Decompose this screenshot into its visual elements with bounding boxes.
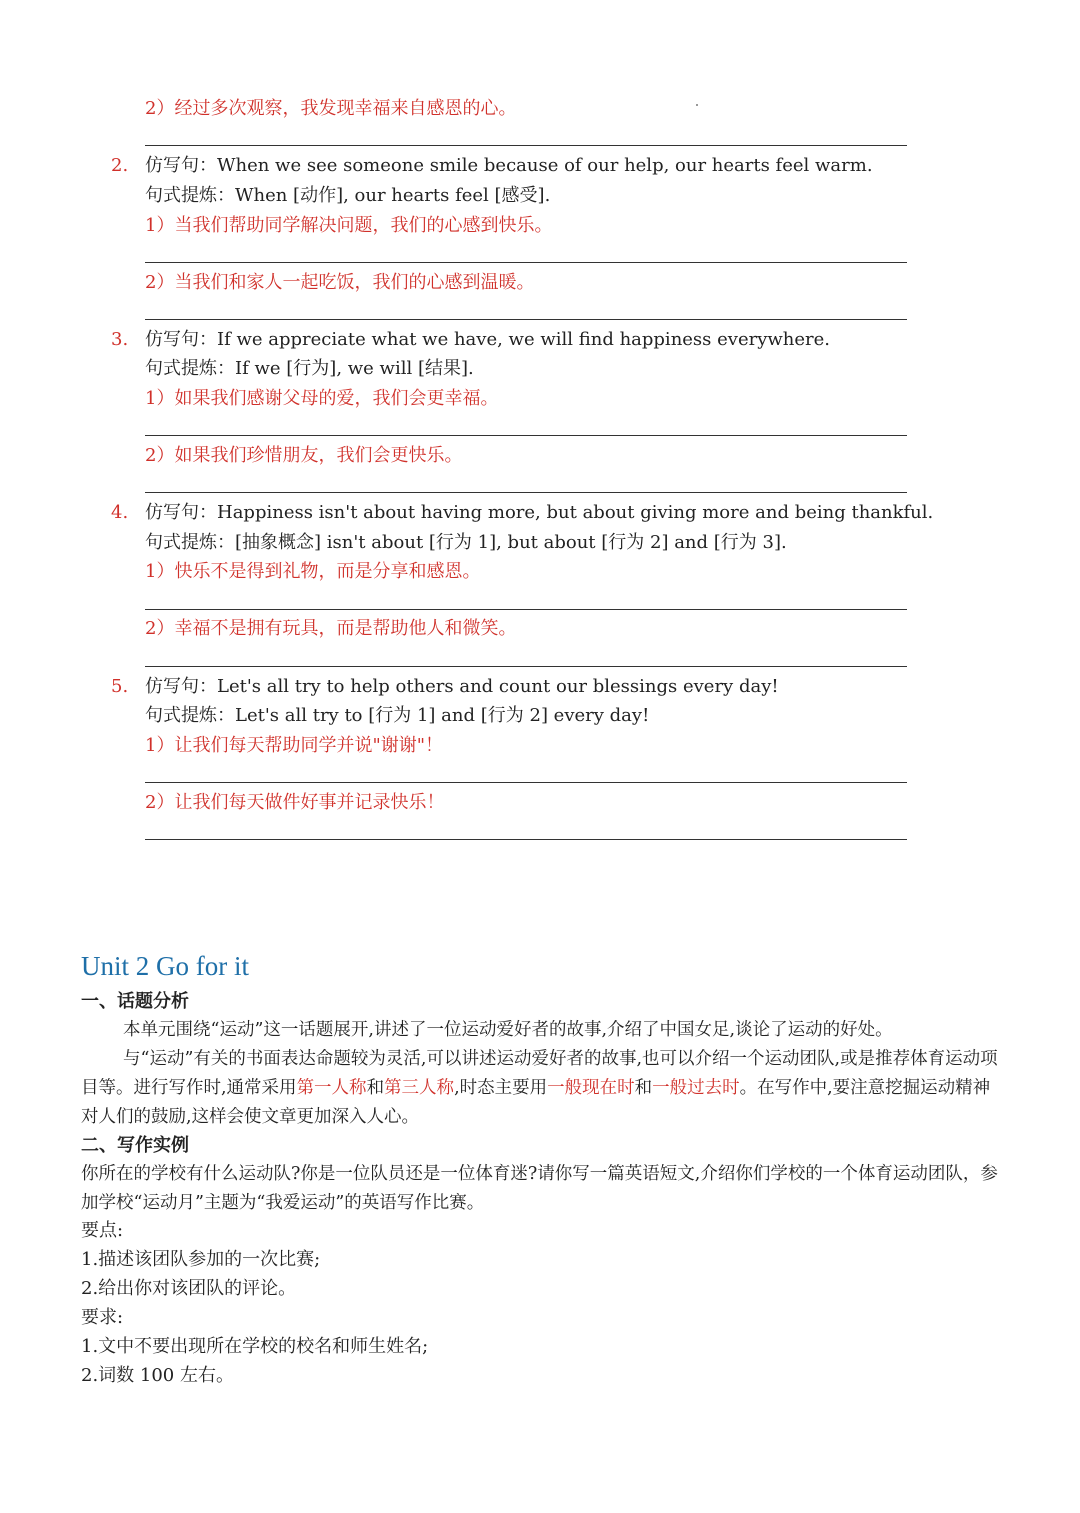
requirements-label: 要求: bbox=[81, 1307, 124, 1328]
ex1-item2: 2）经过多次观察，我发现幸福来自感恩的心。 bbox=[145, 98, 517, 119]
highlight-third-person: 第三人称 bbox=[384, 1078, 455, 1098]
ex4-item2: 2）幸福不是拥有玩具，而是帮助他人和微笑。 bbox=[145, 618, 517, 639]
ex2-item2: 2）当我们和家人一起吃饭，我们的心感到温暖。 bbox=[145, 272, 535, 293]
point-2: 2.给出你对该团队的评论。 bbox=[81, 1278, 297, 1299]
ex4-item1: 1）快乐不是得到礼物，而是分享和感恩。 bbox=[145, 561, 481, 582]
section1-heading: 一、话题分析 bbox=[81, 991, 189, 1012]
ex5-item2: 2）让我们每天做件好事并记录快乐！ bbox=[145, 792, 445, 813]
highlight-present-tense: 一般现在时 bbox=[547, 1078, 635, 1098]
answer-line bbox=[145, 839, 907, 840]
ex3-item2: 2）如果我们珍惜朋友，我们会更快乐。 bbox=[145, 445, 463, 466]
ex2-number: 2. bbox=[111, 155, 129, 176]
ex3-number: 3. bbox=[111, 329, 129, 350]
answer-line bbox=[145, 609, 907, 610]
answer-line bbox=[145, 145, 907, 146]
ex4-number: 4. bbox=[111, 502, 129, 523]
ex5-pattern: 句式提炼：Let's all try to [行为 1] and [行为 2] every day! bbox=[145, 705, 650, 726]
ex3-pattern: 句式提炼：If we [行为], we will [结果]. bbox=[145, 358, 474, 379]
section2-heading: 二、写作实例 bbox=[81, 1135, 189, 1156]
section1-paragraph2: 与“运动”有关的书面表达命题较为灵活,可以讲述运动爱好者的故事,也可以介绍一个运动团队,或是推荐体育运动项目等。进行写作时,通常采用第一人称和第三人称,时态主要用一般现在时和一般过去时。在写作中,要注意挖掘运动精神对人们的鼓励,这样会使文章更加深入人心。 bbox=[81, 1049, 998, 1127]
answer-line bbox=[145, 262, 907, 263]
ex4-pattern: 句式提炼：[抽象概念] isn't about [行为 1], but about [行为 2] and [行为 3]. bbox=[145, 532, 787, 553]
requirement-2: 2.词数 100 左右。 bbox=[81, 1365, 234, 1386]
highlight-first-person: 第一人称 bbox=[296, 1078, 367, 1098]
answer-line bbox=[145, 782, 907, 783]
answer-line bbox=[145, 666, 907, 667]
ex5-item1: 1）让我们每天帮助同学并说"谢谢"！ bbox=[145, 735, 444, 756]
answer-line bbox=[145, 492, 907, 493]
highlight-past-tense: 一般过去时 bbox=[652, 1078, 740, 1098]
section1-paragraph1: 本单元围绕“运动”这一话题展开,讲述了一位运动爱好者的故事,介绍了中国女足,谈论了运动的好处。 bbox=[123, 1020, 893, 1040]
ex3-item1: 1）如果我们感谢父母的爱，我们会更幸福。 bbox=[145, 388, 499, 409]
requirement-1: 1.文中不要出现所在学校的校名和师生姓名; bbox=[81, 1336, 429, 1357]
section2-prompt: 你所在的学校有什么运动队?你是一位队员还是一位体育迷?请你写一篇英语短文,介绍你们学校的一个体育运动团队，参加学校“运动月”主题为“我爱运动”的英语写作比赛。 bbox=[81, 1164, 998, 1213]
ex4-model: 仿写句：Happiness isn't about having more, but about giving more and being thankful. bbox=[145, 502, 934, 523]
ex2-model: 仿写句：When we see someone smile because of our help, our hearts feel warm. bbox=[145, 155, 873, 176]
ex2-pattern: 句式提炼：When [动作], our hearts feel [感受]. bbox=[145, 185, 551, 206]
ex3-model: 仿写句：If we appreciate what we have, we will find happiness everywhere. bbox=[145, 329, 831, 350]
answer-line bbox=[145, 319, 907, 320]
stray-dot bbox=[696, 104, 698, 106]
ex5-number: 5. bbox=[111, 676, 129, 697]
points-label: 要点: bbox=[81, 1220, 124, 1241]
unit-title: Unit 2 Go for it bbox=[81, 951, 249, 981]
ex2-item1: 1）当我们帮助同学解决问题，我们的心感到快乐。 bbox=[145, 215, 553, 236]
ex5-model: 仿写句：Let's all try to help others and count our blessings every day! bbox=[145, 676, 779, 697]
answer-line bbox=[145, 435, 907, 436]
point-1: 1.描述该团队参加的一次比赛; bbox=[81, 1249, 321, 1270]
